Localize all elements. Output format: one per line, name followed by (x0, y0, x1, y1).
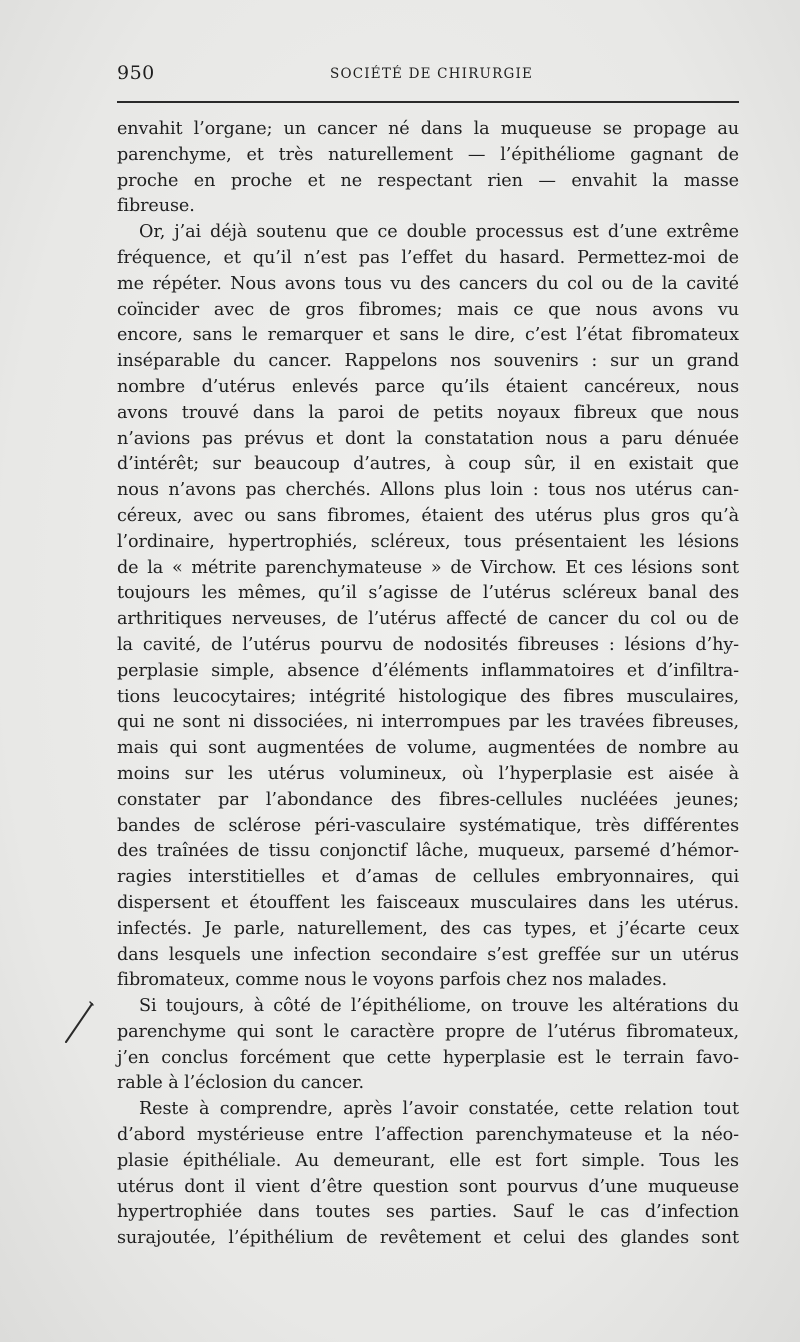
text-line: moins sur les utérus volumineux, où l’hyperplasie est aisée à (117, 763, 739, 784)
page-header (117, 60, 739, 88)
paragraph-start-line: Or, j’ai déjà soutenu que ce double processus est d’une extrême (139, 222, 739, 243)
text-line: ragies interstitielles et d’amas de cellules embryonnaires, qui (117, 867, 739, 888)
text-line: j’en conclus forcément que cette hyperplasie est le terrain favo- (117, 1047, 739, 1068)
text-line: d’intérêt; sur beaucoup d’autres, à coup sûr, il en existait que (117, 454, 739, 475)
body-text (117, 117, 739, 1252)
text-line: arthritiques nerveuses, de l’utérus affecté de cancer du col ou de (117, 609, 739, 630)
text-line: constater par l’abondance des fibres-cellules nucléées jeunes; (117, 789, 739, 810)
text-line: surajoutée, l’épithélium de revêtement et celui des glandes sont (117, 1228, 739, 1249)
text-line: fibreuse. (117, 196, 195, 217)
text-line: me répéter. Nous avons tous vu des cancers du col ou de la cavité (117, 273, 739, 294)
text-line: tions leucocytaires; intégrité histologique des fibres musculaires, (117, 686, 739, 707)
text-line: nous n’avons pas cherchés. Allons plus loin : tous nos utérus can- (117, 480, 739, 501)
text-line: nombre d’utérus enlevés parce qu’ils étaient cancéreux, nous (117, 376, 739, 397)
text-line: bandes de sclérose péri-vasculaire systématique, très différentes (117, 815, 739, 836)
text-line: utérus dont il vient d’être question sont pourvus d’une muqueuse (117, 1176, 739, 1197)
text-line: encore, sans le remarquer et sans le dire, c’est l’état fibromateux (117, 325, 739, 346)
text-line: céreux, avec ou sans fibromes, étaient des utérus plus gros qu’à (117, 505, 739, 526)
running-head: SOCIÉTÉ DE CHIRURGIE (330, 66, 534, 82)
text-line: mais qui sont augmentées de volume, augmentées de nombre au (117, 738, 739, 759)
text-line: parenchyme qui sont le caractère propre de l’utérus fibromateux, (117, 1021, 739, 1042)
paragraph-start-line: Reste à comprendre, après l’avoir constatée, cette relation tout (139, 1099, 739, 1120)
text-line: parenchyme, et très naturellement — l’épithéliome gagnant de (117, 144, 739, 165)
text-line: coïncider avec de gros fibromes; mais ce que nous avons vu (117, 299, 739, 320)
text-line: inséparable du cancer. Rappelons nos souvenirs : sur un grand (117, 351, 739, 372)
header-rule (117, 101, 739, 103)
text-line: fibromateux, comme nous le voyons parfois chez nos malades. (117, 970, 668, 991)
text-line: toujours les mêmes, qu’il s’agisse de l’utérus scléreux banal des (117, 583, 739, 604)
text-line: qui ne sont ni dissociées, ni interrompues par les travées fibreuses, (117, 712, 739, 733)
text-line: n’avions pas prévus et dont la constatation nous a paru dénuée (117, 428, 739, 449)
text-line: dans lesquels une infection secondaire s’est greffée sur un utérus (117, 944, 739, 965)
text-line: envahit l’organe; un cancer né dans la muqueuse se propage au (117, 119, 739, 139)
text-line: rable à l’éclosion du cancer. (117, 1073, 365, 1094)
text-line: la cavité, de l’utérus pourvu de nodosités fibreuses : lésions d’hy- (117, 634, 739, 655)
text-line: d’abord mystérieuse entre l’affection parenchymateuse et la néo- (117, 1125, 739, 1146)
paragraph-start-line: Si toujours, à côté de l’épithéliome, on trouve les altérations du (139, 996, 739, 1017)
page-number: 950 (117, 62, 155, 84)
text-line: des traînées de tissu conjonctif lâche, muqueux, parsemé d’hémor- (117, 841, 739, 862)
text-line: perplasie simple, absence d’éléments inflammatoires et d’infiltra- (117, 660, 739, 681)
text-line: avons trouvé dans la paroi de petits noyaux fibreux que nous (117, 402, 739, 423)
text-line: proche en proche et ne respectant rien — envahit la masse (117, 170, 739, 191)
text-line: dispersent et étouffent les faisceaux musculaires dans les utérus. (117, 892, 739, 913)
text-line: de la « métrite parenchymateuse » de Virchow. Et ces lésions sont (117, 557, 739, 578)
text-line: l’ordinaire, hypertrophiés, scléreux, tous présentaient les lésions (117, 531, 739, 552)
text-line: infectés. Je parle, naturellement, des cas types, et j’écarte ceux (117, 918, 739, 939)
text-line: hypertrophiée dans toutes ses parties. Sauf le cas d’infection (117, 1202, 739, 1223)
text-line: fréquence, et qu’il n’est pas l’effet du hasard. Permettez-moi de (117, 247, 739, 268)
text-line: plasie épithéliale. Au demeurant, elle est fort simple. Tous les (117, 1150, 739, 1171)
margin-pencil-mark (60, 1000, 100, 1046)
